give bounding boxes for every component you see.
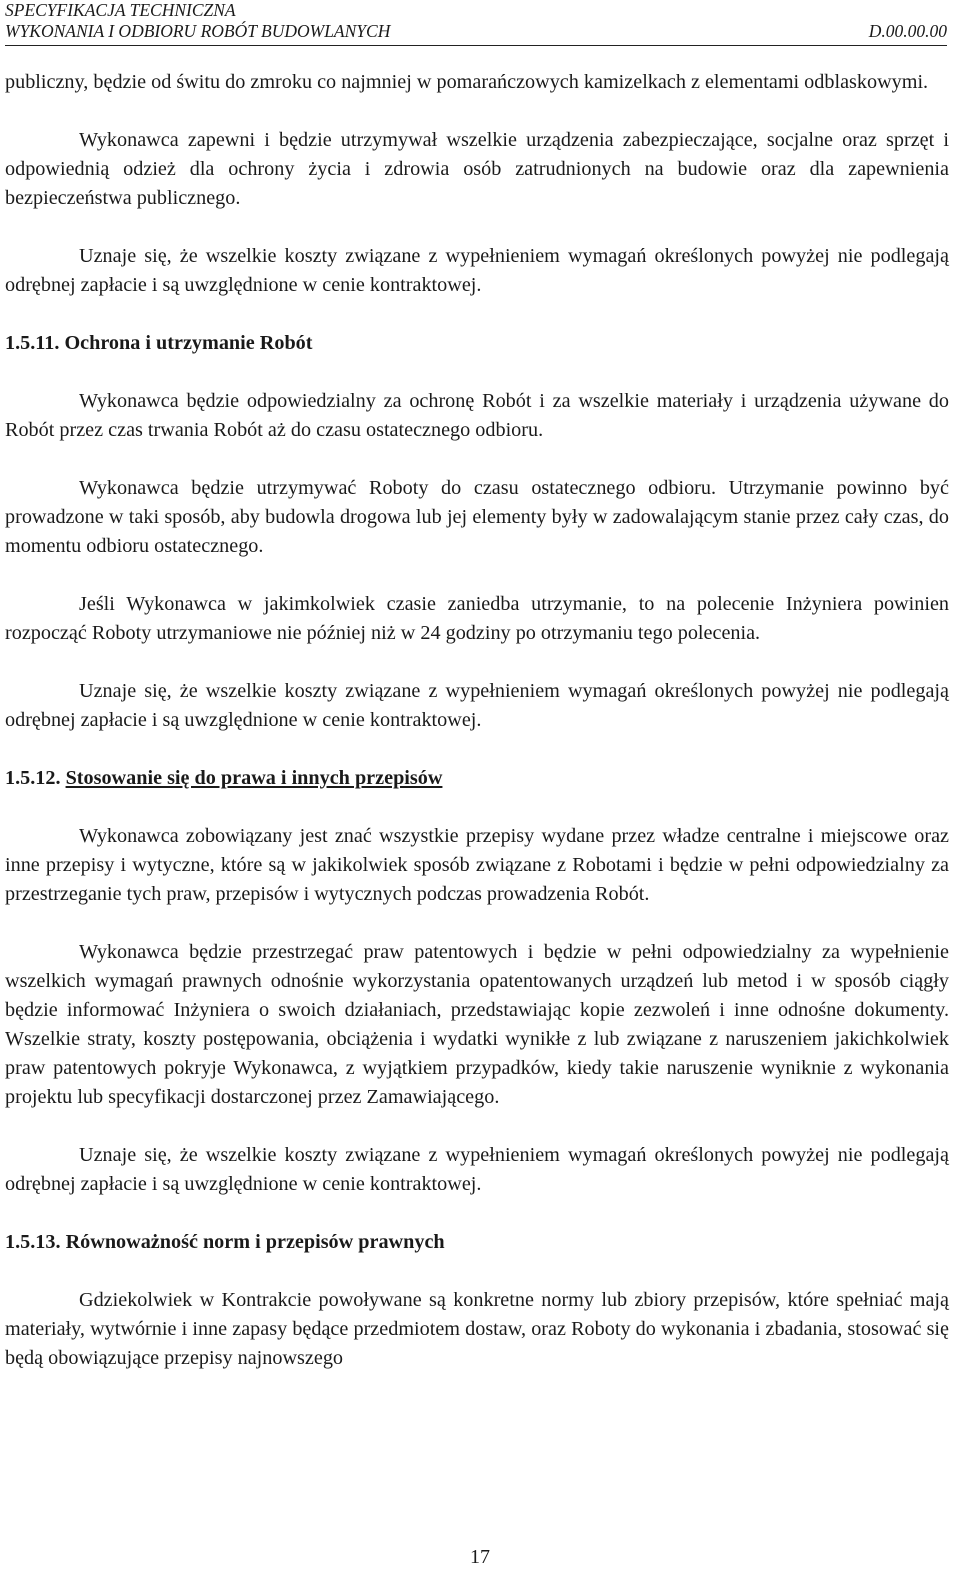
paragraph: Wykonawca będzie przestrzegać praw patentowych i będzie w pełni odpowiedzialny za wypełnienie wszelkich wymagań prawnych odnośnie wykorzystania opatentowanych urządzeń lub metod i w sposób ciągły będzie informować Inżyniera o swoich działaniach, przedstawiając kopie zezwoleń i inne odnośne dokumenty. Wszelkie straty, koszty postępowania, obciążenia i wydatki wynikłe z lub związane z naruszeniem jakichkolwiek praw patentowych pokryje Wykonawca, z wyjątkiem przypadków, kiedy takie naruszenie wyniknie z wykonania projektu lub specyfikacji dostarczonej przez Zamawiającego. [5,941,949,1108]
paragraph: Wykonawca będzie odpowiedzialny za ochronę Robót i za wszelkie materiały i urządzenia używane do Robót przez czas trwania Robót aż do czasu ostatecznego odbioru. [5,390,949,441]
header-code: D.00.00.00 [868,21,947,41]
section-title: Stosowanie się do prawa i innych przepisów [65,767,443,789]
section-heading-1-5-11: 1.5.11. Ochrona i utrzymanie Robót [5,332,313,354]
paragraph: Uznaje się, że wszelkie koszty związane z wypełnieniem wymagań określonych powyżej nie podlegają odrębnej zapłacie i są uwzględnione w cenie kontraktowej. [5,680,949,731]
section-number: 1.5.12. [5,767,61,789]
header-subtitle: WYKONANIA I ODBIORU ROBÓT BUDOWLANYCH [5,21,391,41]
paragraph: Uznaje się, że wszelkie koszty związane z wypełnieniem wymagań określonych powyżej nie podlegają odrębnej zapłacie i są uwzględnione w cenie kontraktowej. [5,1144,949,1195]
paragraph: Gdziekolwiek w Kontrakcie powoływane są konkretne normy lub zbiory przepisów, które spełniać mają materiały, wytwórnie i inne zapasy będące przedmiotem dostaw, oraz Roboty do wykonania i zbadania, stosować się będą obowiązujące przepisy najnowszego [5,1289,949,1369]
section-heading-1-5-12 [5,764,949,793]
paragraph: Wykonawca zobowiązany jest znać wszystkie przepisy wydane przez władze centralne i miejscowe oraz inne przepisy i wytyczne, które są w jakikolwiek sposób związane z Robotami i będzie w pełni odpowiedzialny za przestrzeganie tych praw, przepisów i wytycznych podczas prowadzenia Robót. [5,825,949,905]
header-subtitle-row [5,21,947,46]
paragraph: Jeśli Wykonawca w jakimkolwiek czasie zaniedba utrzymanie, to na polecenie Inżyniera powinien rozpocząć Roboty utrzymaniowe nie później niż w 24 godziny po otrzymaniu tego polecenia. [5,593,949,644]
paragraph: Uznaje się, że wszelkie koszty związane z wypełnieniem wymagań określonych powyżej nie podlegają odrębnej zapłacie i są uwzględnione w cenie kontraktowej. [5,245,949,296]
page-header [5,0,947,46]
paragraph: Wykonawca będzie utrzymywać Roboty do czasu ostatecznego odbioru. Utrzymanie powinno być prowadzone w taki sposób, aby budowla drogowa lub jej elementy były w zadowalającym stanie przez cały czas, do momentu odbioru ostatecznego. [5,477,949,557]
section-heading-1-5-13: 1.5.13. Równoważność norm i przepisów prawnych [5,1231,445,1253]
paragraph: publiczny, będzie od świtu do zmroku co najmniej w pomarańczowych kamizelkach z elementami odblaskowymi. [5,71,929,93]
document-body [5,68,949,1402]
header-title: SPECYFIKACJA TECHNICZNA [5,0,236,20]
paragraph: Wykonawca zapewni i będzie utrzymywał wszelkie urządzenia zabezpieczające, socjalne oraz sprzęt i odpowiednią odzież dla ochrony życia i zdrowia osób zatrudnionych na budowie oraz dla zapewnienia bezpieczeństwa publicznego. [5,129,949,209]
page-number: 17 [470,1546,490,1568]
